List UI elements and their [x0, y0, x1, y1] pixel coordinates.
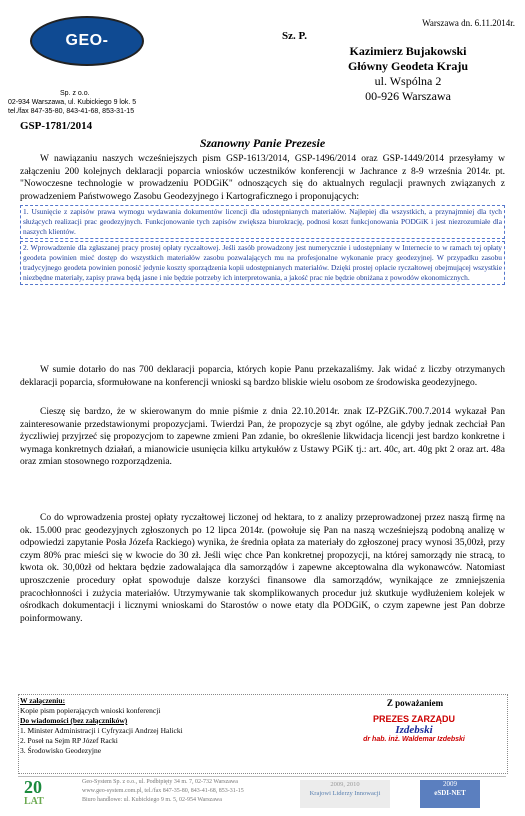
address-phone: tel./fax 847-35-80, 843-41-68, 853-31-15 [8, 108, 135, 115]
recipient-block [328, 44, 488, 104]
greeting: Szanowny Panie Prezesie [199, 136, 326, 150]
anniversary-word: LAT [24, 796, 44, 807]
address-line: 02-934 Warszawa, ul. Kubickiego 9 lok. 5 [8, 99, 137, 106]
recipient-city: 00-926 Warszawa [365, 89, 451, 103]
recipient-street: ul. Wspólna 2 [374, 74, 442, 88]
footer-contact-line: Geo-System Sp. z o.o., ul. Podbipięty 34 m. 7, 02-732 Warszawa [82, 779, 238, 785]
company-logo: GEO- [30, 16, 144, 66]
signature-stamp [338, 714, 490, 754]
paragraph-1 [20, 153, 505, 203]
reference-number: GSP-1781/2014 [20, 120, 93, 132]
closing: Z poważaniem [386, 698, 444, 708]
badge-text: eSDI-NET [434, 789, 466, 797]
list-item: 2. Wprowadzenie dla zgłaszanej pracy prostej opłaty ryczałtowej. Jeśli zasób prowadzony jest numerycznie i udostępniany w Internecie to w ramach tej opłaty geodeta powinien mieć dostęp do wszystkich materiałów zasobu pozwalających mu na profesjonalne wykonanie pracy geodezyjnej. W przypadku zasobu tradycyjnego geodeta powinien ponosić jedynie koszty sporządzenia kopii udostępnianych materiałów. Dzięki prostej opłacie ryczałtowej obejmującej wszystkie niezbędne materiały, zapisy prawa będą jasne i nie będzie potrzeby ich interpretowania, a jakość prac nie będzie obniżana z powodów ekonomicznych. [20, 241, 505, 285]
paragraph-2-text: W sumie dotarło do nas 700 deklaracji poparcia, których kopie Panu przekazaliśmy. Jak widać z liczby otrzymanych deklaracji poparcia, sformułowane na konferencji wnioski są bardzo bliskie wielu osobom ze środowiska geodezyjnego. [20, 365, 505, 388]
anniversary-logo [24, 778, 74, 808]
stamp-title: PREZES ZARZĄDU [372, 714, 455, 724]
cc-item: 2. Poseł na Sejm RP Józef Racki [20, 736, 118, 745]
footer-contact-line: Biuro handlowe: ul. Kubickiego 9 m. 5, 02-954 Warszawa [82, 797, 222, 803]
innovation-badge [300, 780, 390, 808]
letter-date: Warszawa dn. 6.11.2014r. [422, 18, 515, 28]
attachment-item: Kopie pism popierających wnioski konferencji [20, 706, 161, 715]
list-item: 1. Usunięcie z zapisów prawa wymogu wydawania dokumentów licencji dla udostępnianych materiałów. Najlepiej dla wszystkich, a przynajmniej dla tych służących realizacji prac geodezyjnych. Funkcjonowanie tych zapisów zwiększa biurokrację, podnosi koszt funkcjonowania PODGiK i jest niezrozumiałe dla naszych klientów. [20, 205, 505, 239]
badge-year: 2009 [443, 780, 457, 788]
esdi-badge [420, 780, 480, 808]
attachments [20, 696, 270, 756]
footer-contact-line: www.geo-system.com.pl, tel./fax 847-35-80, 843-41-68, 853-31-15 [82, 788, 244, 794]
footer-contact [82, 778, 302, 805]
cc-heading: Do wiadomości (bez załączników) [20, 716, 128, 725]
paragraph-3 [20, 406, 505, 469]
paragraph-4-text: Co do wprowadzenia prostej opłaty ryczałtowej liczonej od hektara, to z analizy przeprowadzonej przez naszą firmę na ok. 15.000 prac geodezyjnych zgłoszonych po 12 lipca 2014r. (powołuje się Pan na naszą wcześniejszą podobną analizę w odpowiedzi zapytanie Posła Józefa Rackiego) wynika, że średnia opłata za materiały do zgłoszonej pracy wynosi 35,00zł, przy czym 80% prac mieści się w kwocie do 30 zł. Jeśli więc chce Pan konkretnej propozycji, na której samorządy nie stracą, to kwota ok. 30,00zł od hektara będzie zadowalająca dla samorządów i zapewne akceptowalna dla wykonawców. Natomiast uproszczenie procedury opłat spowoduje dalsze korzyści finansowe dla samorządów, wynikające ze zmniejszenia pracochłonności i zużycia materiałów. Utrzymywanie tak skomplikowanych procedur już skutkuje wydłużeniem kolejek w ośrodkach dokumentacji i licznymi wnioskami do Starostów o nowe etaty dla PODGiK, o czym zapewne jest Pan dobrze poinformowany. [20, 513, 505, 624]
paragraph-2 [20, 364, 505, 389]
company-address [8, 98, 158, 116]
paragraph-4 [20, 512, 505, 625]
badge-year: 2009, 2010 [330, 781, 360, 788]
paragraph-1-text: W nawiązaniu naszych wcześniejszych pism GSP-1613/2014, GSP-1496/2014 oraz GSP-1449/2014 przesyłamy w załączeniu 200 kolejnych deklaracji poparcia wniosków uczestników konferencji w Jachrance z 8-9 września 2014r. pt. "Nowoczesne technologie w prowadzeniu PODGiK" odnoszących się do aktualnych regulacji prawnych związanych z prowadzeniem Państwowego Zasobu Geodezyjnego i Kartograficznego i proponujących: [20, 154, 505, 202]
cc-item: 3. Środowisko Geodezyjne [20, 746, 102, 755]
recipient-name: Kazimierz Bujakowski [349, 44, 467, 58]
recipient-title: Główny Geodeta Kraju [348, 59, 468, 73]
stamp-name: dr hab. inż. Waldemar Izdebski [363, 736, 465, 743]
cc-item: 1. Minister Administracji i Cyfryzacji Andrzej Halicki [20, 726, 183, 735]
anniversary-number: 20 [24, 777, 42, 797]
attachments-heading: W załączeniu: [20, 696, 66, 705]
paragraph-3-text: Cieszę się bardzo, że w skierowanym do mnie piśmie z dnia 22.10.2014r. znak IZ-PZGiK.700.7.2014 wykazał Pan zainteresowanie przedstawionymi propozycjami. Twierdzi Pan, że propozycje są zbyt ogólne, ale gdyby jednak zechciał Pan życzliwiej przyjrzeć się propozycjom to zapewne zmieni Pan zdanie, bo określenie likwidacja licencji jest bardzo konkretne i wymaga konkretnych działań, a mianowicie usunięcia kilku artykułów z Ustawy PGiK tj.: art. 40c, art. 40g pkt 2 oraz art. 48a oraz zmian stosownego rozporządzenia. [20, 407, 505, 468]
handwritten-signature: Izdebski [395, 724, 433, 736]
proposals-list [20, 205, 505, 287]
salutation-prefix: Sz. P. [282, 30, 307, 42]
logo-subtitle: Sp. z o.o. [60, 90, 90, 97]
badge-text: Krajowi Liderzy Innowacji [309, 790, 381, 797]
